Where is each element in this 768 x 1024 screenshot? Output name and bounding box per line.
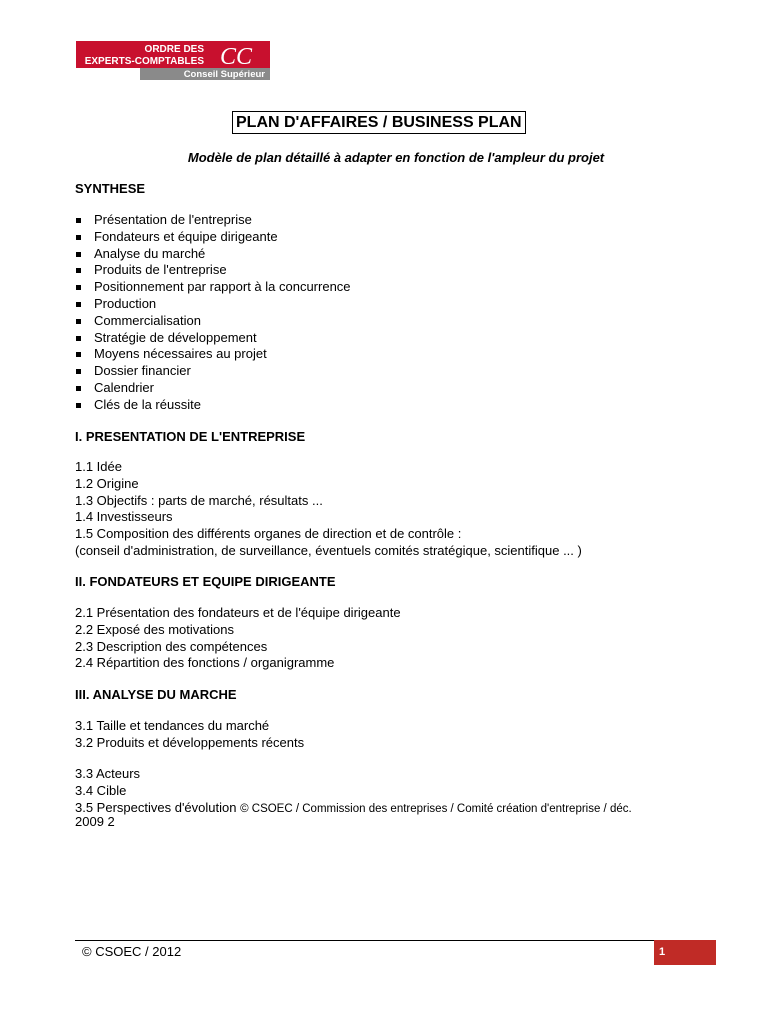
list-item: Production: [75, 296, 351, 313]
list-item: 1.5 Composition des différents organes de direction et de contrôle :: [75, 526, 462, 542]
list-item: 3.4 Cible: [75, 782, 127, 798]
section3-heading: III. ANALYSE DU MARCHE: [75, 687, 237, 702]
list-item: 2.1 Présentation des fondateurs et de l'équipe dirigeante: [75, 605, 401, 620]
list-item: 1.2 Origine: [75, 475, 139, 491]
section2-list: [75, 605, 401, 672]
section1-list: [75, 459, 582, 560]
list-item: 3.2 Produits et développements récents: [75, 734, 305, 750]
list-item: Calendrier: [75, 380, 351, 397]
list-item: Commercialisation: [75, 313, 351, 330]
list-item: 1.4 Investisseurs: [75, 509, 173, 525]
list-item: [75, 800, 632, 817]
list-item: Produits de l'entreprise: [75, 262, 351, 279]
section3-list-b: [75, 766, 632, 828]
list-item: 2.2 Exposé des motivations: [75, 621, 234, 637]
list-item: 1.3 Objectifs : parts de marché, résultats ...: [75, 492, 323, 508]
document-subtitle: Modèle de plan détaillé à adapter en fonction de l'ampleur du projet: [187, 150, 605, 165]
item-3-5: 3.5 Perspectives d'évolution: [75, 799, 237, 815]
list-item: 2.4 Répartition des fonctions / organigramme: [75, 655, 335, 671]
page-number-badge: 1: [654, 940, 716, 965]
logo-monogram: CC: [219, 44, 253, 70]
logo-line2: EXPERTS-COMPTABLES: [84, 56, 204, 67]
list-item: Stratégie de développement: [75, 330, 351, 347]
list-item: 1.1 Idée: [75, 459, 122, 474]
logo-line1: ORDRE DES: [144, 44, 204, 55]
list-item: 2.3 Description des compétences: [75, 638, 268, 654]
list-item: Clés de la réussite: [75, 397, 351, 414]
list-item: Dossier financier: [75, 363, 351, 380]
list-item: (conseil d'administration, de surveillance, éventuels comités stratégique, scientifique ... ): [75, 542, 582, 558]
section1-heading: I. PRESENTATION DE L'ENTREPRISE: [75, 429, 306, 444]
synthese-list: [75, 212, 351, 414]
list-item: Fondateurs et équipe dirigeante: [75, 229, 351, 246]
item-3-5-continuation: 2009 2: [75, 814, 115, 830]
synthese-heading: SYNTHESE: [75, 181, 146, 196]
list-item: 3.3 Acteurs: [75, 766, 141, 781]
list-item: Présentation de l'entreprise: [75, 212, 351, 229]
csoec-logo: [76, 41, 270, 80]
item-3-5-note: © CSOEC / Commission des entreprises / Comité création d'entreprise / déc.: [240, 802, 632, 815]
list-item: Moyens nécessaires au projet: [75, 346, 351, 363]
section2-heading: II. FONDATEURS ET EQUIPE DIRIGEANTE: [75, 574, 336, 589]
logo-line3: Conseil Supérieur: [183, 69, 265, 80]
list-item: 3.1 Taille et tendances du marché: [75, 718, 270, 733]
document-title: PLAN D'AFFAIRES / BUSINESS PLAN: [232, 111, 526, 134]
footer-rule: [75, 940, 654, 941]
section3-list-a: [75, 718, 304, 752]
list-item: Analyse du marché: [75, 246, 351, 263]
footer-copyright: © CSOEC / 2012: [82, 944, 182, 959]
list-item: Positionnement par rapport à la concurrence: [75, 279, 351, 296]
